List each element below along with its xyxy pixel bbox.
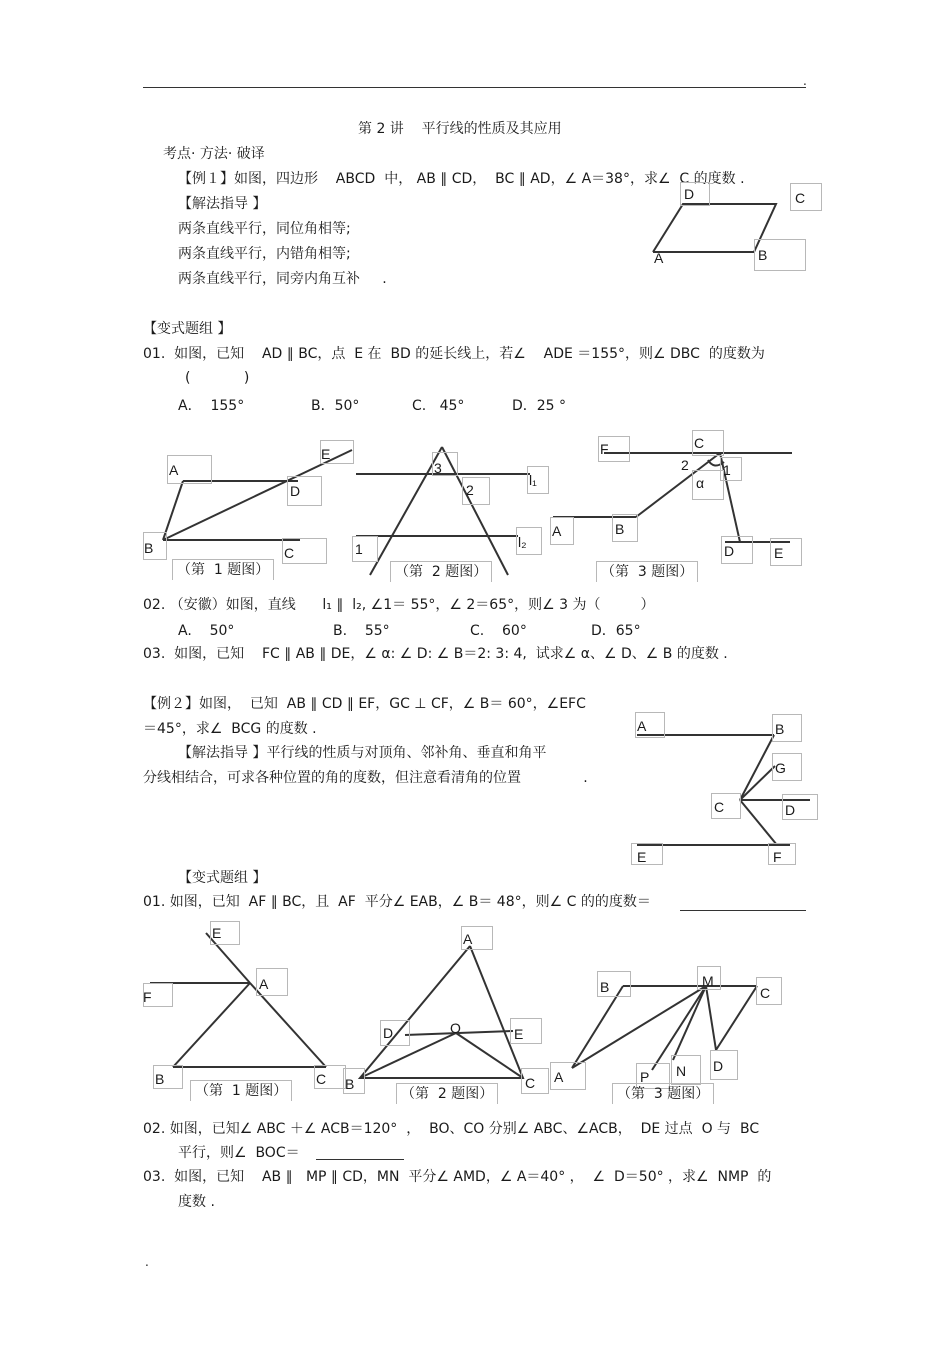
g2f2-label-a: A <box>463 931 473 947</box>
group1-q1-option-c: C. 45° <box>412 398 465 414</box>
g2f3-label-n: N <box>676 1063 687 1079</box>
ex2-label-c: C <box>714 799 725 815</box>
ex2-label-g: G <box>775 760 786 776</box>
example2-guide-2: 分线相结合，可求各种位置的角的度数，但注意看清角的位置 . <box>143 770 588 786</box>
group1-q2: 02. （安徽）如图，直线 l₁ ∥ l₂, ∠1＝ 55°，∠ 2＝65°，则∠ 3 为（ ） <box>143 597 655 613</box>
g1f1-label-b: B <box>144 540 154 556</box>
g2f3-label-b: B <box>600 979 610 995</box>
g2f3-line-dc <box>716 986 757 1050</box>
ex2-label-e: E <box>637 849 647 865</box>
group1-q2-option-c: C. 60° <box>470 623 527 639</box>
group1-q2-option-b: B. 55° <box>333 623 390 639</box>
ex2-label-a: A <box>637 718 647 734</box>
g2f2-triangle <box>360 946 523 1078</box>
g2f1-label-b: B <box>155 1071 165 1087</box>
example1-rule-1: 两条直线平行，同位角相等; <box>178 221 351 237</box>
ex2-label-b: B <box>775 721 785 737</box>
section-subtitle: 考点· 方法· 破译 <box>163 146 265 162</box>
ex1-label-a: A <box>654 250 664 266</box>
group1-q1-paren: ( ) <box>185 370 250 386</box>
g1f2-caption: （第 2 题图） <box>390 561 492 582</box>
group2-q2-line-2: 平行，则∠ BOC＝ <box>178 1145 300 1161</box>
ex1-label-c: C <box>795 190 806 206</box>
group1-q1: 01. 如图，已知 AD ∥ BC，点 E 在 BD 的延长线上，若∠ ADE ＝155°，则∠ DBC 的度数为 <box>143 346 765 362</box>
g1f1-label-d: D <box>290 483 301 499</box>
g2f2-label-o: O <box>450 1020 461 1036</box>
g1f3-label-a: A <box>552 523 562 539</box>
g2f1-label-c: C <box>316 1071 327 1087</box>
ex1-label-d: D <box>684 186 695 202</box>
ex2-line-cf <box>740 800 777 845</box>
group1-q1-option-a: A． 155° <box>178 398 245 414</box>
g1f3-caption: （第 3 题图） <box>596 561 698 582</box>
g1f3-label-b: B <box>615 521 625 537</box>
g1f1-label-c: C <box>284 545 295 561</box>
g1f1-caption: （第 1 题图） <box>172 559 274 580</box>
group2-q1-answer-blank[interactable] <box>680 910 806 911</box>
group2-title: 【变式题组 】 <box>178 870 267 886</box>
group1-q1-option-b: B．50° <box>311 398 360 414</box>
group2-q2-answer-blank[interactable] <box>316 1159 404 1160</box>
group2-q3-line-2: 度数 . <box>178 1194 215 1210</box>
group1-q2-option-a: A. 50° <box>178 623 235 639</box>
ex2-line-cg <box>740 766 775 800</box>
g2f3-caption: （第 3 题图） <box>612 1083 714 1104</box>
g2f1-caption: （第 1 题图） <box>190 1080 292 1101</box>
example2-line-1: 【例２】如图， 已知 AB ∥ CD ∥ EF，GC ⊥ CF，∠ B＝ 60°，∠EFC <box>143 696 586 712</box>
ex2-label-d: D <box>785 802 796 818</box>
example1-guide-title: 【解法指导 】 <box>178 196 267 212</box>
g1f2-label-l2: l₂ <box>518 534 527 550</box>
g2f3-line-ba <box>572 986 623 1068</box>
group1-title: 【变式题组 】 <box>143 321 232 337</box>
g2f1-label-e: E <box>212 925 222 941</box>
g1f2-label-1: 1 <box>355 541 363 557</box>
g2f1-line-ab <box>173 983 250 1067</box>
example1-rule-2: 两条直线平行，内错角相等; <box>178 246 351 262</box>
g1f3-label-1: 1 <box>723 462 731 478</box>
header-mark: . <box>803 74 807 88</box>
g1f2-label-l1: l₁ <box>529 472 537 488</box>
group2-q3-line-1: 03. 如图，已知 AB ∥ MP ∥ CD，MN 平分∠ AMD，∠ A＝40° ， ∠ D＝50° ，求∠ NMP 的 <box>143 1169 772 1185</box>
example2-line-2: ＝45°，求∠ BCG 的度数 . <box>143 721 317 737</box>
group1-q3: 03. 如图，已知 FC ∥ AB ∥ DE，∠ α: ∠ D: ∠ B＝2: 3: 4, 试求∠ α、∠ D、∠ B 的度数 . <box>143 646 728 662</box>
g2f1-label-a: A <box>259 976 269 992</box>
g2f3-label-m: M <box>702 973 714 989</box>
g2f2-caption: （第 2 题图） <box>396 1083 498 1104</box>
group2-q1: 01. 如图，已知 AF ∥ BC，且 AF 平分∠ EAB，∠ B＝ 48°，则∠ C 的的度数＝ <box>143 894 651 910</box>
group2-q2-line-1: 02. 如图，已知∠ ABC ＋∠ ACB＝120° ， BO、CO 分别∠ ABC、∠ACB， DE 过点 O 与 BC <box>143 1121 760 1137</box>
group1-q1-option-d: D．25 ° <box>512 398 567 414</box>
ex2-label-f: F <box>773 849 782 865</box>
g2f2-label-b: B <box>345 1076 355 1092</box>
g1f3-label-alpha: α <box>696 475 705 491</box>
g1f3-label-d: D <box>724 543 735 559</box>
g1f2-label-3: 3 <box>434 460 442 476</box>
example1-rule-3: 两条直线平行，同旁内角互补 . <box>178 271 387 287</box>
g1f3-label-e: E <box>774 545 784 561</box>
g2f3-label-a: A <box>554 1069 564 1085</box>
g2f3-line-md <box>706 986 716 1050</box>
g1f3-label-2: 2 <box>681 457 689 473</box>
ex2-line-bc <box>740 735 774 800</box>
g2f2-label-e: E <box>514 1026 524 1042</box>
group1-q2-option-d: D．65° <box>591 623 641 639</box>
footer-mark: . <box>145 1255 149 1269</box>
g1f2-label-2: 2 <box>466 482 474 498</box>
g2f2-label-c: C <box>525 1075 536 1091</box>
g1f1-label-e: E <box>321 446 331 462</box>
page-title: 第 2 讲 平行线的性质及其应用 <box>358 121 562 137</box>
ex1-label-b: B <box>758 247 768 263</box>
g2f2-label-d: D <box>383 1025 394 1041</box>
g1f3-label-c: C <box>694 435 705 451</box>
g1f3-label-f: F <box>600 441 609 457</box>
example1-statement: 【例１】如图，四边形 ABCD 中， AB ∥ CD， BC ∥ AD，∠ A＝38°，求∠ C 的度数 . <box>178 171 745 187</box>
g2f3-label-p: P <box>640 1069 650 1085</box>
g2f1-label-f: F <box>143 989 152 1005</box>
g2f3-label-c: C <box>760 985 771 1001</box>
ex2-box-e <box>631 843 663 865</box>
example2-guide-1: 【解法指导 】平行线的性质与对顶角、邻补角、垂直和角平 <box>178 745 547 761</box>
g2f3-label-d: D <box>713 1058 724 1074</box>
g1f1-label-a: A <box>169 462 179 478</box>
